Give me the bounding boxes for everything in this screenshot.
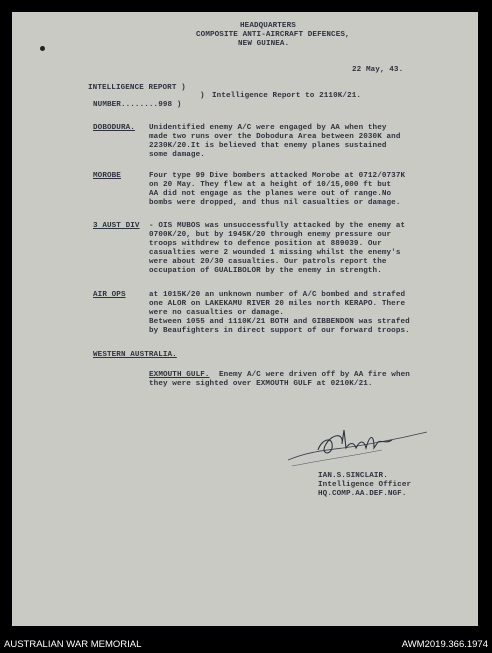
- section-line: at 1015K/20 an unknown number of A/C bombed and strafed: [149, 291, 406, 299]
- signature-name: IAN.S.SINCLAIR.: [318, 472, 388, 480]
- section-line: casualties were 2 wounded 1 missing whilst the enemy's: [149, 249, 401, 257]
- header-line-2: COMPOSITE ANTI-AIRCRAFT DEFENCES,: [196, 31, 350, 39]
- section-line: some damage.: [149, 151, 205, 159]
- section-line: troops withdrew to defence position at 889039. Our: [149, 240, 382, 248]
- section-heading: DOBODURA.: [93, 124, 135, 132]
- signature-unit: HQ.COMP.AA.DEF.NGF.: [318, 490, 407, 498]
- section-line: occupation of GUALIBOLOR by the enemy in strength.: [149, 267, 382, 275]
- signature-title: Intelligence Officer: [318, 481, 412, 489]
- section-line: were about 20/30 casualties. Our patrols report the: [149, 258, 387, 266]
- western-heading: WESTERN AUSTRALIA.: [93, 351, 177, 359]
- section-line: - OIS MUBOS was unsuccessfully attacked by the enemy at: [149, 222, 406, 230]
- section-line: AA did not engage as the planes were out of range.No: [149, 190, 392, 198]
- header-line-1: HEADQUARTERS: [240, 22, 296, 30]
- report-label: INTELLIGENCE REPORT ): [88, 84, 186, 92]
- section-line: made two runs over the Dobodura Area between 2030K and: [149, 133, 401, 141]
- section-line: one ALOR on LAKEKAMU RIVER 20 miles north KERAPO. There: [149, 300, 406, 308]
- header-line-3: NEW GUINEA.: [238, 40, 290, 48]
- number-label: NUMBER........998 ): [93, 101, 182, 109]
- report-date: 22 May, 43.: [352, 66, 404, 74]
- section-line: Four type 99 Dive bombers attacked Morobe at 0712/0737K: [149, 172, 406, 180]
- section-line: bombs were dropped, and thus nil casualties or damage.: [149, 199, 401, 207]
- section-line: on 20 May. They flew at a height of 10/15,000 ft but: [149, 181, 392, 189]
- section-line: Between 1055 and 1110K/21 BOTH and GIBBENDON was strafed: [149, 318, 410, 326]
- punch-hole: [40, 46, 45, 51]
- report-title: Intelligence Report to 2110K/21.: [212, 92, 362, 100]
- section-line: by Beaufighters in direct support of our forward troops.: [149, 327, 410, 335]
- bracket: ): [200, 92, 205, 100]
- section-line: Unidentified enemy A/C were engaged by AA when they: [149, 124, 387, 132]
- footer-bar: [0, 632, 492, 653]
- footer-reference: AWM2019.366.1974: [401, 639, 488, 650]
- footer-institution: AUSTRALIAN WAR MEMORIAL: [4, 639, 142, 650]
- exmouth-line: they were sighted over EXMOUTH GULF at 0210K/21.: [149, 380, 373, 388]
- exmouth-heading: EXMOUTH GULF.: [149, 371, 210, 379]
- section-line: 2230K/20.It is believed that enemy planes sustained: [149, 142, 387, 150]
- section-line: 0700K/20, but by 1945K/20 through enemy pressure our: [149, 231, 392, 239]
- handwritten-signature: [282, 420, 432, 470]
- section-heading: MOROBE: [93, 172, 121, 180]
- section-heading: 3 AUST DIV: [93, 222, 140, 230]
- exmouth-line: Enemy A/C were driven off by AA fire when: [219, 371, 410, 379]
- section-heading: AIR OPS: [93, 291, 126, 299]
- section-line: were no casualties or damage.: [149, 309, 285, 317]
